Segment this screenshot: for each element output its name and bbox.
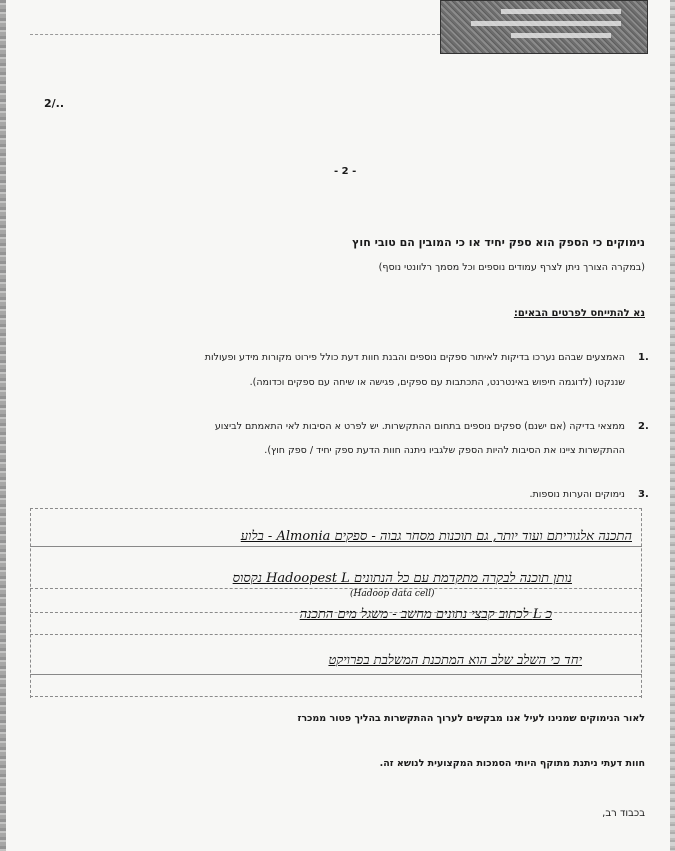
scan-edge-left: [0, 0, 6, 851]
ruled-line: [30, 508, 642, 509]
item-number: 1.: [638, 352, 649, 363]
handwritten-notes-box: [30, 508, 642, 698]
handwritten-line-4: יחד כי השלב שלב הוא המתכנת המשלבת בפרויקט: [328, 653, 582, 668]
item-number: 3.: [638, 489, 649, 500]
item-number: 2.: [638, 421, 649, 432]
document-subtitle: (במקרה הצורך ניתן לצרף עמודים נוספים וכל מסמך רלוונטי נוסף): [378, 262, 645, 273]
scan-edge-right: [670, 0, 675, 851]
closing-greeting: בכבוד רב,: [602, 808, 645, 819]
ruled-line: [30, 634, 642, 635]
item-1-line-2: שננקטו (לדוגמה חיפוש באינטרנט, התכתבות עם ספקים, פגישה או שיחה עם ספקים וכדומה).: [249, 377, 625, 388]
stamp-line: [511, 33, 611, 38]
footer-authority: חוות דעתי ניתנת מתוקף היותי הסמכות המקצועית לנושא זה.: [379, 758, 645, 769]
item-3-line-1: נימוקים והערות נוספות.: [529, 489, 625, 500]
ruled-line: [30, 546, 642, 547]
box-side-left: [30, 508, 31, 698]
stamp-line: [501, 9, 621, 14]
item-2-line-1: ממצאי בדיקה (אם ישנם) ספקים נוספים בתחום ההתקשרות. יש לפרט א הסיבות לאי התאמתם לביצוע: [214, 421, 625, 432]
handwritten-line-2: נותן תוכנה לבקרה מתקדמת עם כל הנתונים Hadoopest L נקסוס: [232, 571, 572, 586]
page-number: - 2 -: [334, 166, 357, 177]
item-1-line-1: האמצעים שבהם נערכו בדיקות לאיתור ספקים נוספים והבנת חוות דעת כולל פירוט מקורות מידע ופעולות: [204, 352, 625, 363]
handwritten-line-1: התכנה אלגוריתם ועוד יותר, גם תוכנות מסחר גבוה - ספקים Almonia - בלוע: [240, 529, 632, 544]
ruled-line: [30, 588, 642, 589]
item-2-line-2: ההתקשרות ציינו את הסיבות להיות הספק שלגביו ניתנה חוות הדעת ספק יחיד / ספק חוץ).: [264, 445, 625, 456]
footer-statement: לאור הנימוקים שמנינו לעיל אנו מבקשים לערוך ההתקשרות בהליך פטור ממכרז: [297, 713, 645, 724]
ruled-line: [30, 696, 642, 697]
top-divider: [30, 34, 440, 35]
section-intro: נא להתייחס לפרטים הבאים:: [513, 308, 645, 319]
document-title: נימוקים כי הספק הוא ספק יחיד או כי המובין הם טובי חוץ: [352, 236, 645, 249]
handwritten-note: (Hadoop data cell): [350, 589, 435, 599]
stamp-box: [440, 0, 648, 54]
stamp-line: [471, 21, 621, 26]
handwritten-line-3: כ L לכתוב קבצי נתונים מחשב - משגל מים התכנה: [299, 607, 552, 622]
page-reference: 2/..: [44, 97, 65, 110]
ruled-line: [30, 674, 642, 675]
box-side-right: [641, 508, 642, 698]
